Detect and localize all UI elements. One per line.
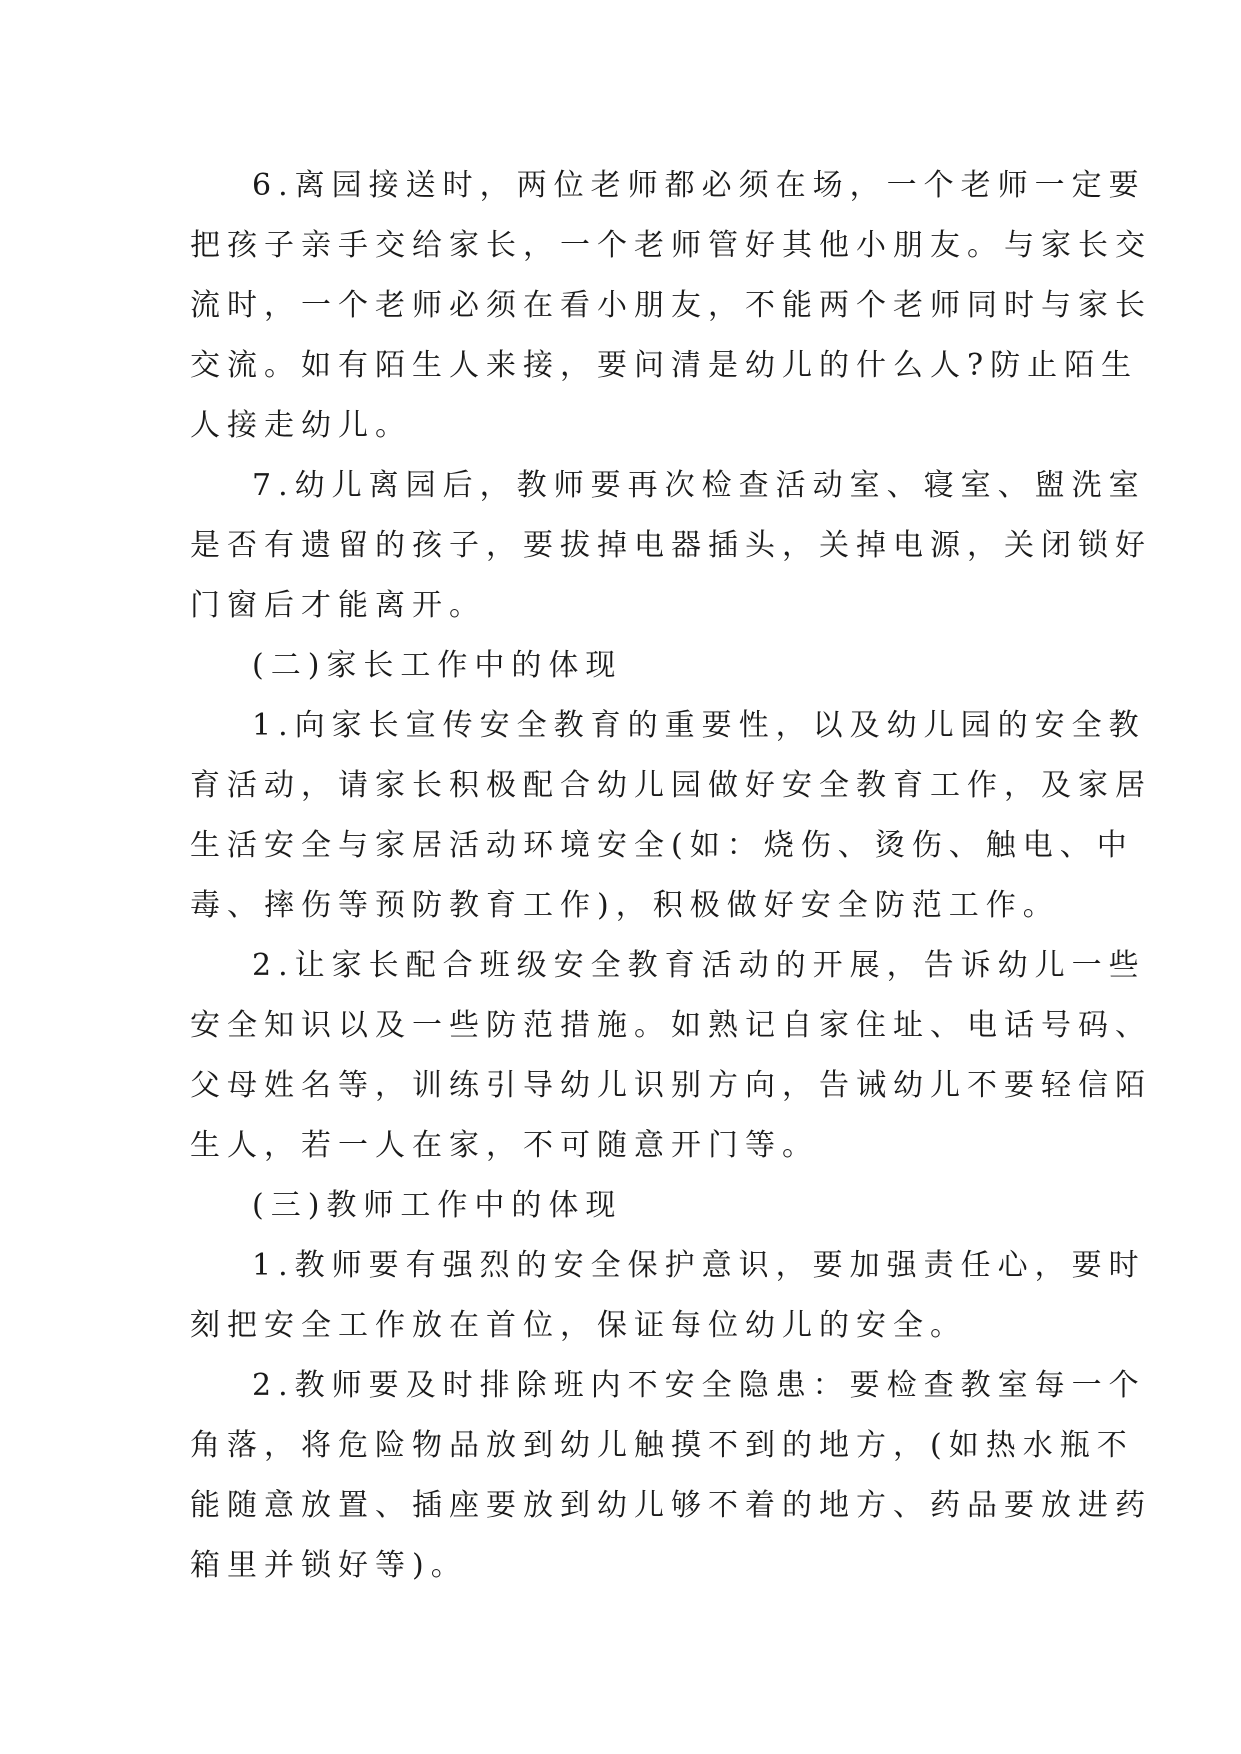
- paragraph-7-line-3: 门窗后才能离开。: [190, 588, 486, 623]
- paragraph-6-line-3: 流时，一个老师必须在看小朋友，不能两个老师同时与家长: [190, 288, 1152, 323]
- teachers-item-2-line-2: 角落，将危险物品放到幼儿触摸不到的地方，(如热水瓶不: [190, 1428, 1134, 1463]
- teachers-item-2-line-1: 2.教师要及时排除班内不安全隐患：要检查教室每一个: [252, 1368, 1146, 1403]
- paragraph-6-line-5: 人接走幼儿。: [190, 408, 412, 443]
- parents-item-1-line-2: 育活动，请家长积极配合幼儿园做好安全教育工作，及家居: [190, 768, 1152, 803]
- parents-item-2-line-4: 生人，若一人在家，不可随意开门等。: [190, 1128, 819, 1163]
- teachers-item-1-line-2: 刻把安全工作放在首位，保证每位幼儿的安全。: [190, 1308, 967, 1343]
- parents-item-1-line-4: 毒、摔伤等预防教育工作)，积极做好安全防范工作。: [190, 888, 1060, 923]
- section-heading-parents: (二)家长工作中的体现: [252, 648, 623, 683]
- paragraph-7-line-1: 7.幼儿离园后，教师要再次检查活动室、寝室、盥洗室: [252, 468, 1146, 503]
- parents-item-1-line-1: 1.向家长宣传安全教育的重要性，以及幼儿园的安全教: [252, 708, 1146, 743]
- document-body: [190, 156, 1152, 1596]
- parents-item-1-line-3: 生活安全与家居活动环境安全(如：烧伤、烫伤、触电、中: [190, 828, 1134, 863]
- parents-item-2-line-3: 父母姓名等，训练引导幼儿识别方向，告诫幼儿不要轻信陌: [190, 1068, 1152, 1103]
- paragraph-7-line-2: 是否有遗留的孩子，要拔掉电器插头，关掉电源，关闭锁好: [190, 528, 1152, 563]
- teachers-item-1-line-1: 1.教师要有强烈的安全保护意识，要加强责任心，要时: [252, 1248, 1146, 1283]
- paragraph-6-line-2: 把孩子亲手交给家长，一个老师管好其他小朋友。与家长交: [190, 228, 1152, 263]
- paragraph-6-line-1: 6.离园接送时，两位老师都必须在场，一个老师一定要: [252, 168, 1146, 203]
- parents-item-2-line-2: 安全知识以及一些防范措施。如熟记自家住址、电话号码、: [190, 1008, 1152, 1043]
- teachers-item-2-line-3: 能随意放置、插座要放到幼儿够不着的地方、药品要放进药: [190, 1488, 1152, 1523]
- parents-item-2-line-1: 2.让家长配合班级安全教育活动的开展，告诉幼儿一些: [252, 948, 1146, 983]
- paragraph-6-line-4: 交流。如有陌生人来接，要问清是幼儿的什么人?防止陌生: [190, 348, 1139, 383]
- teachers-item-2-line-4: 箱里并锁好等)。: [190, 1548, 468, 1583]
- section-heading-teachers: (三)教师工作中的体现: [252, 1188, 623, 1223]
